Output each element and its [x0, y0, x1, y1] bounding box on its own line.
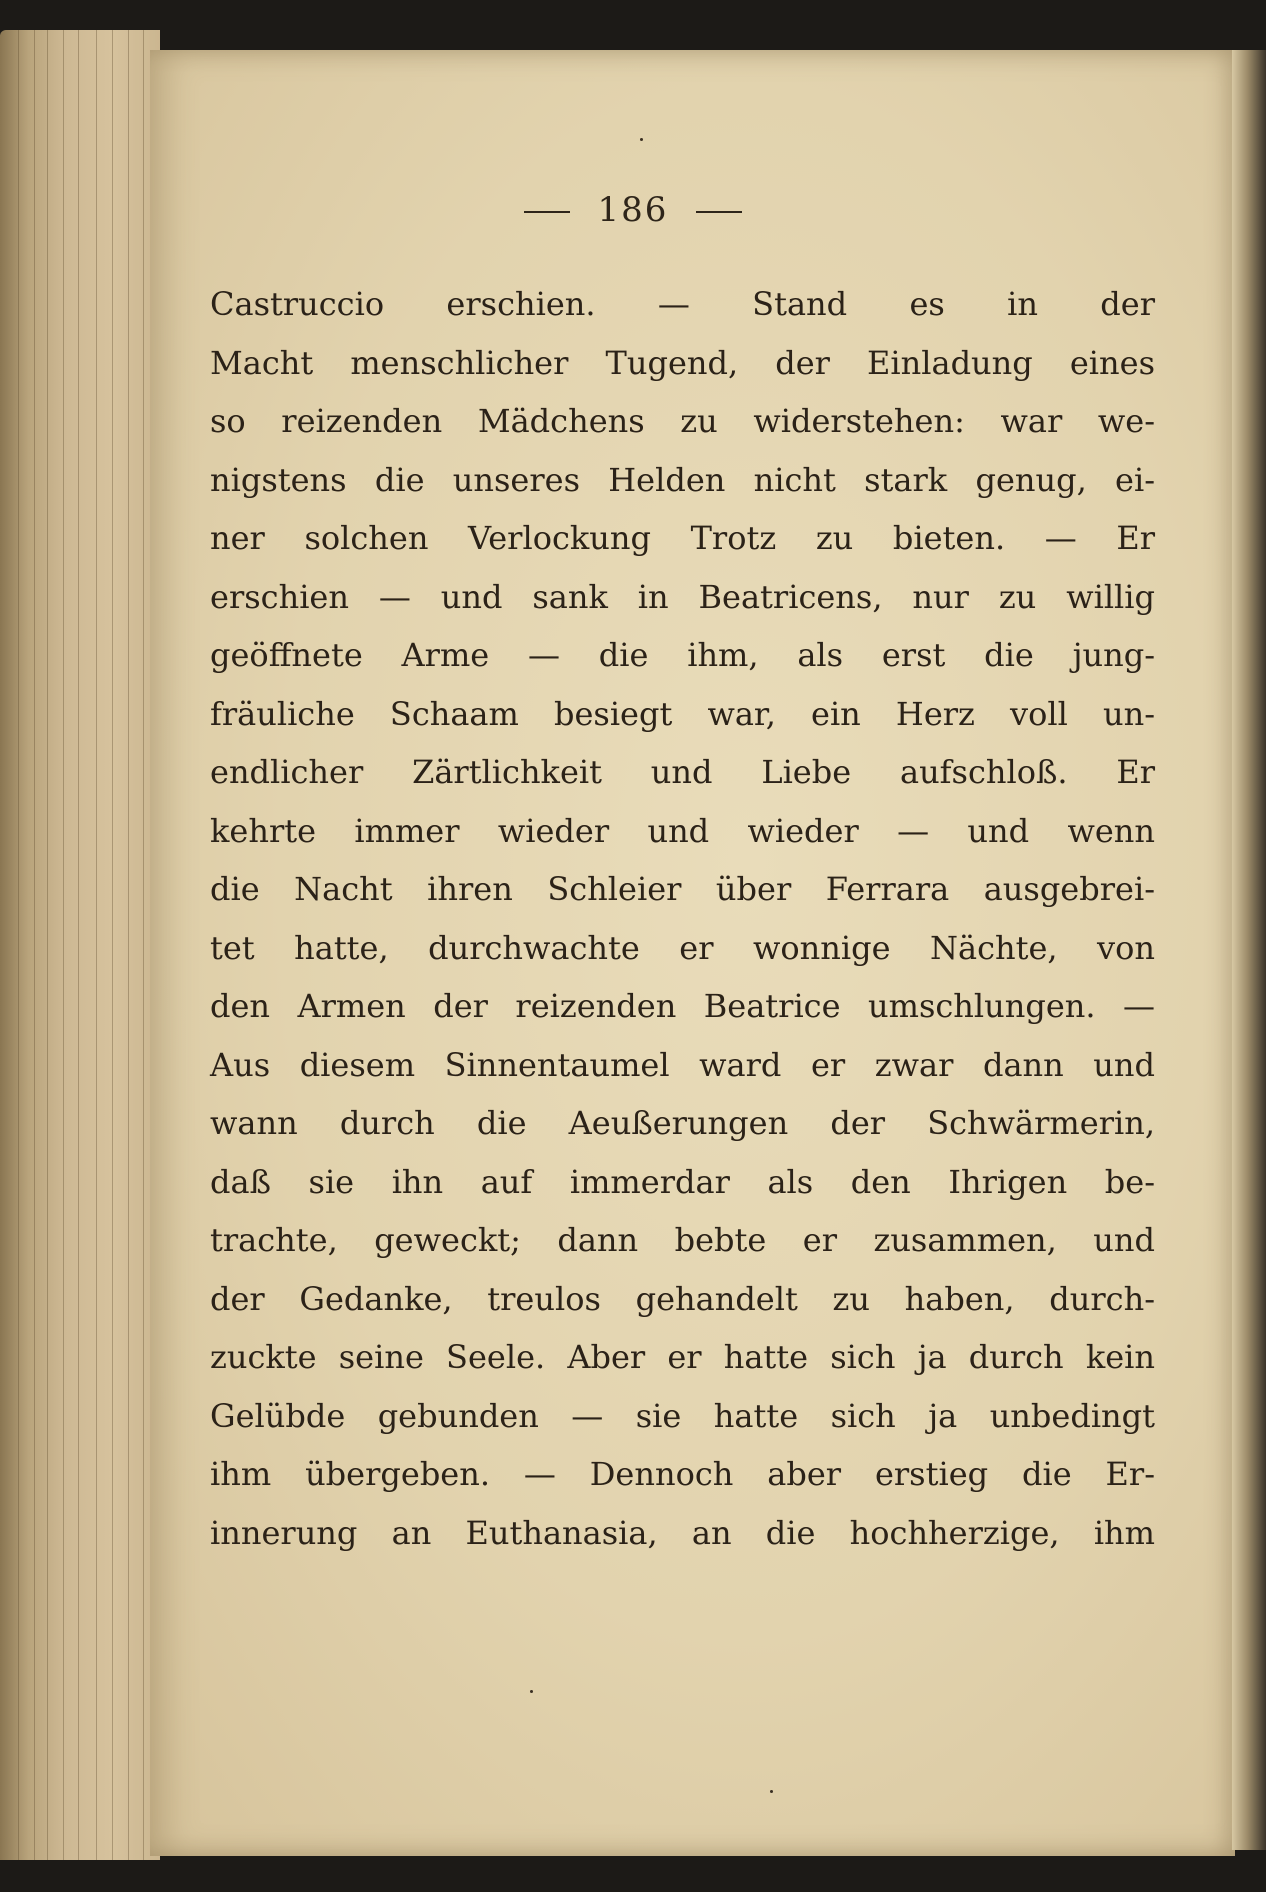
page-header — [0, 190, 1266, 230]
text-line: tet hatte, durchwachte er wonnige Nächte, von — [210, 928, 1155, 967]
text-line: daß sie ihn auf immerdar als den Ihrigen be- — [210, 1162, 1155, 1201]
header-dash-right — [696, 211, 742, 213]
text-line: endlicher Zärtlichkeit und Liebe aufschloß. Er — [210, 753, 1155, 791]
text-line: Aus diesem Sinnentaumel ward er zwar dann und — [210, 1045, 1155, 1084]
text-line: geöffnete Arme — die ihm, als erst die jung- — [210, 636, 1155, 674]
text-line: kehrte immer wieder und wieder — und wenn — [210, 811, 1155, 850]
text-line: wann durch die Aeußerungen der Schwärmerin, — [210, 1104, 1155, 1142]
text-line: erschien — und sank in Beatricens, nur zu willig — [210, 577, 1155, 616]
header-dash-left — [524, 211, 570, 213]
spine-shadow — [1232, 50, 1266, 1850]
text-line: ihm übergeben. — Dennoch aber erstieg die Er- — [210, 1455, 1155, 1493]
text-line: nigstens die unseres Helden nicht stark genug, ei- — [210, 460, 1155, 499]
text-line: so reizenden Mädchens zu widerstehen: war we- — [210, 402, 1155, 440]
text-line: innerung an Euthanasia, an die hochherzige, ihm — [210, 1513, 1155, 1552]
page-stack-edges — [0, 30, 160, 1860]
text-line: die Nacht ihren Schleier über Ferrara ausgebrei- — [210, 870, 1155, 908]
text-line: Castruccio erschien. — Stand es in der — [210, 285, 1155, 323]
text-line: trachte, geweckt; dann bebte er zusammen, und — [210, 1221, 1155, 1259]
text-line: fräuliche Schaam besiegt war, ein Herz voll un- — [210, 694, 1155, 733]
text-line: Gelübde gebunden — sie hatte sich ja unbedingt — [210, 1396, 1155, 1435]
text-line: Macht menschlicher Tugend, der Einladung eines — [210, 343, 1155, 382]
text-line: ner solchen Verlockung Trotz zu bieten. — Er — [210, 519, 1155, 557]
text-line: der Gedanke, treulos gehandelt zu haben, durch- — [210, 1279, 1155, 1318]
body-text — [210, 275, 1155, 1562]
text-line: zuckte seine Seele. Aber er hatte sich ja durch kein — [210, 1338, 1155, 1376]
text-line: den Armen der reizenden Beatrice umschlungen. — — [210, 987, 1155, 1025]
page-number: 186 — [597, 190, 669, 230]
